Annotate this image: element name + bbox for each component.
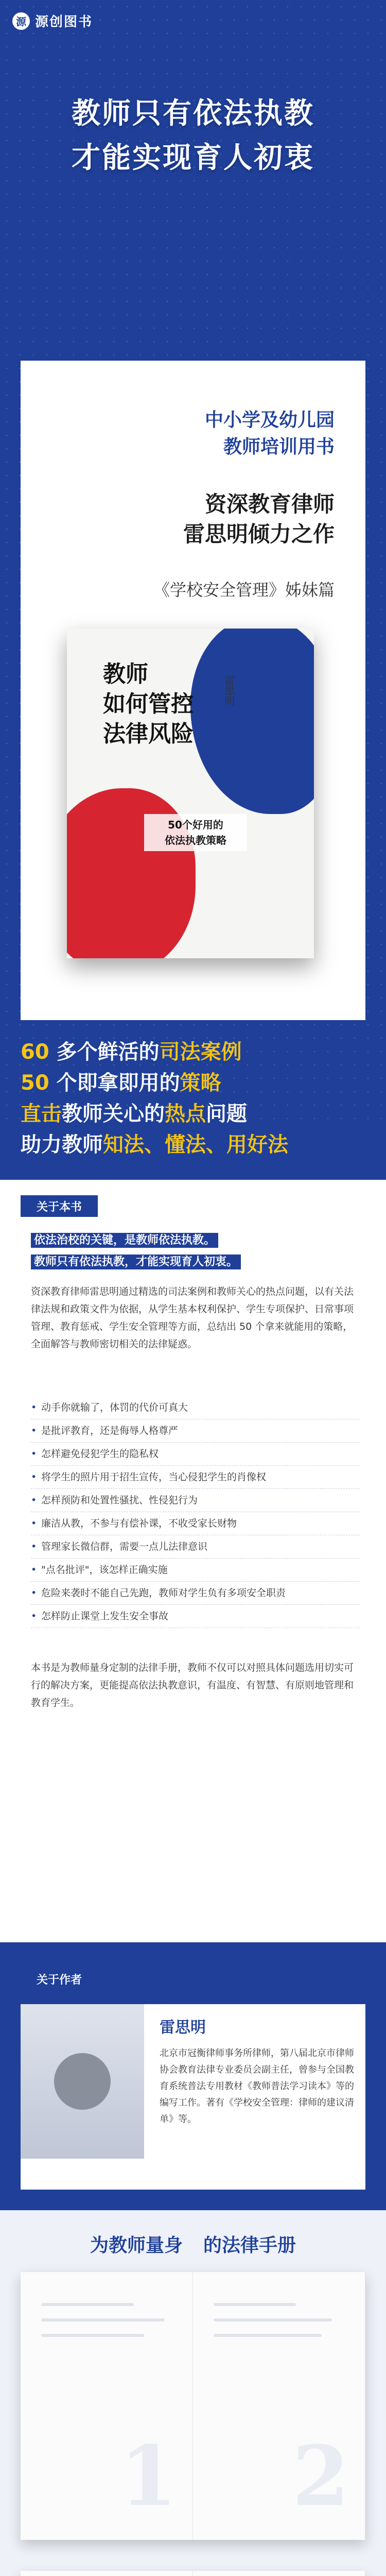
cover-author: 雷思明 [223, 675, 235, 706]
list-item: • 管理家长微信群，需要一点儿法律意识 [31, 1535, 360, 1558]
card-audience [205, 407, 335, 461]
list-item: • 将学生的照片用于招生宣传，当心侵犯学生的肖像权 [31, 1466, 360, 1489]
list-item: • 动手你就输了，体罚的代价可真大 [31, 1396, 360, 1419]
highlight-4-pre: 助力教师 [21, 1133, 103, 1157]
about-book-section [0, 1180, 386, 1942]
list-item: • 廉洁从教，不参与有偿补课，不收受家长财物 [31, 1512, 360, 1535]
book-card [21, 361, 365, 1020]
spreads-section [0, 2210, 386, 2576]
spread-page [21, 2571, 193, 2576]
highlight-3-pre: 直击 [21, 1102, 62, 1126]
highlight-1-pre: 60 [21, 1040, 49, 1064]
logo-text: 源创图书 [35, 14, 93, 30]
cover-title [103, 659, 194, 749]
highlight-2-accent: 策略 [180, 1071, 221, 1095]
highlight-2-mid: 个即拿即用的 [49, 1071, 180, 1095]
highlight-4-accent: 知法、懂法、用好法 [103, 1133, 288, 1157]
cover-title-line1: 教师 [103, 661, 148, 687]
cover-blue-shape [190, 629, 314, 814]
logo-mark-icon: 源 [12, 12, 30, 30]
text-line [41, 2303, 134, 2306]
text-line [41, 2334, 144, 2337]
text-line [214, 2334, 322, 2337]
spreads-title-pre: 为教师量身 [90, 2235, 183, 2256]
spread-2 [21, 2571, 365, 2576]
spread-page [21, 2272, 193, 2540]
card-audience-line1: 中小学及幼儿园 [204, 410, 335, 431]
about-author-tag: 关于作者 [21, 1968, 98, 1990]
highlight-4 [21, 1128, 365, 1158]
author-name: 雷思明 [160, 2019, 206, 2037]
card-audience-line2: 教师培训用书 [223, 436, 335, 457]
text-line [214, 2318, 332, 2321]
highlight-3-accent: 热点 [165, 1102, 206, 1126]
author-section [21, 2004, 365, 2190]
author-bio: 北京市冠衡律师事务所律师，第八届北京市律师协会教育法律专业委员会副主任，曾参与全国教育系统普法专用教材《教师普法学习读本》等的编写工作。著有《学校安全管理：律师的建议清单》等。 [160, 2048, 354, 2125]
cover-badge-line1: 50个好用的 [168, 819, 223, 831]
page-number: 2 [292, 2428, 349, 2524]
highlight-1 [21, 1036, 365, 1065]
highlight-1-mid: 多个鲜活的 [49, 1040, 160, 1064]
hero-section [0, 0, 386, 1123]
book-cover [67, 629, 314, 958]
text-line [214, 2303, 296, 2306]
cover-badge [144, 814, 247, 851]
author-photo [21, 2004, 144, 2159]
list-item: • 是批评教育，还是侮辱人格尊严 [31, 1419, 360, 1443]
card-author-note [183, 489, 335, 549]
spreads-title-post: 的法律手册 [203, 2235, 296, 2256]
avatar [54, 2053, 111, 2110]
spread-1 [21, 2272, 365, 2540]
text-line [41, 2318, 165, 2321]
hero-title-line2: 才能实现育人初衷 [72, 141, 314, 175]
hero-title-line1: 教师只有依法执教 [72, 97, 314, 130]
highlight-list [31, 1396, 360, 1628]
about-lead-line2: 教师只有依法执教，才能实现育人初衷。 [31, 1255, 241, 1269]
highlight-3-post: 问题 [206, 1102, 247, 1126]
about-body: 资深教育律师雷思明通过精选的司法案例和教师关心的热点问题，以有关法律法规和政策文件为依据，从学生基本权利保护、学生专项保护、日常事项管理、教育惩戒、学生安全管理等方面，总结出 50 个拿来就能用的策略，全面解答与教师密切相关的法律疑惑。 [31, 1286, 354, 1350]
hero-title [0, 92, 386, 180]
about-closing: 本书是为教师量身定制的法律手册，教师不仅可以对照具体问题选用切实可行的解决方案，更能提高依法执教意识，有温度、有智慧、有原则地管理和教育学生。 [31, 1662, 354, 1708]
highlight-1-accent: 司法案例 [159, 1040, 242, 1064]
cover-badge-line2: 依法执教策略 [165, 834, 226, 846]
card-sister-book: 《学校安全管理》姊妹篇 [153, 580, 335, 600]
page-number: 1 [119, 2428, 177, 2524]
highlight-3 [21, 1097, 365, 1127]
cover-title-line2: 如何管控 [103, 691, 194, 717]
list-item: • 怎样预防和处置性骚扰、性侵犯行为 [31, 1489, 360, 1512]
list-item: • 怎样防止课堂上发生安全事故 [31, 1605, 360, 1628]
card-author-line2: 雷思明倾力之作 [183, 521, 335, 547]
list-item: • 危险来袭时不能自己先跑，教师对学生负有多项安全职责 [31, 1582, 360, 1605]
cover-title-line3: 法律风险 [103, 721, 194, 747]
card-author-line1: 资深教育律师 [204, 492, 335, 517]
list-item: • 怎样避免侵犯学生的隐私权 [31, 1443, 360, 1466]
brand-logo[interactable] [12, 11, 93, 30]
spreads-title [0, 2231, 386, 2257]
highlight-3-mid: 教师关心的 [62, 1102, 165, 1126]
highlight-2 [21, 1066, 365, 1096]
about-book-tag: 关于本书 [21, 1195, 98, 1217]
about-lead-line1: 依法治校的关键，是教师依法执教。 [31, 1233, 218, 1248]
about-lead [31, 1231, 360, 1272]
highlight-2-pre: 50 [21, 1071, 49, 1095]
spread-page [193, 2571, 365, 2576]
spread-page [193, 2272, 365, 2540]
list-item: • "点名批评"，该怎样正确实施 [31, 1558, 360, 1582]
